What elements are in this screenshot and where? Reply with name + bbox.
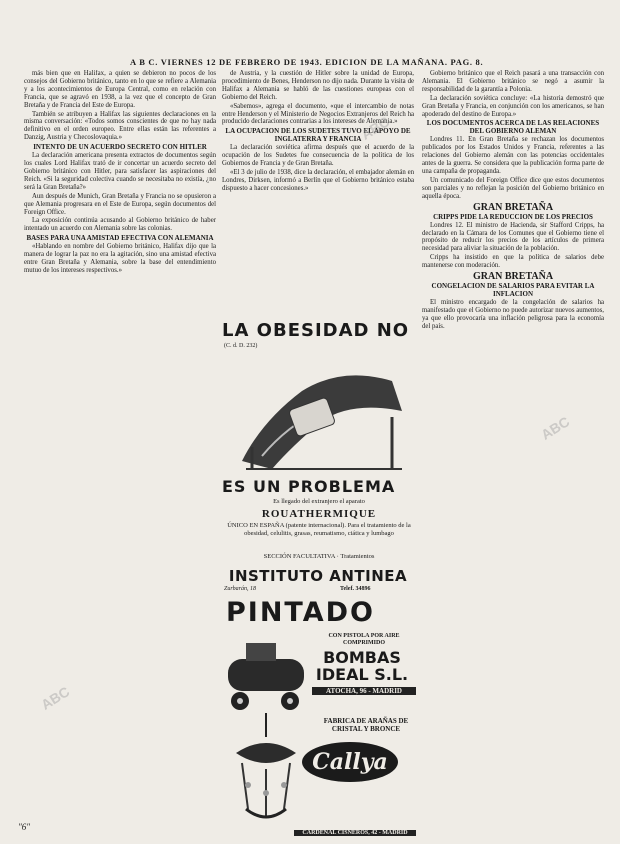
paragraph: Cripps ha insistido en que la política de salarios debe mantenerse con moderación. <box>422 254 604 270</box>
paragraph: La declaración soviética concluye: «La historia demostró que Gran Bretaña y Francia, en conjunción con los americanos, se han apoderado del destino de Europa.» <box>422 94 604 118</box>
paragraph: La exposición continúa acusando al Gobierno británico de haber intentado un acuerdo con Alemania sobre las colonias. <box>24 217 216 233</box>
paragraph: Aun después de Munich, Gran Bretaña y Francia no se opusieron a que Alemania progresara en el Este de Europa, según documentos del Foreign Office. <box>24 192 216 216</box>
ad-censorship-code: (C. d. D. 232) <box>224 343 258 349</box>
ad-bombas-name: BOMBAS IDEAL S.L. <box>315 648 409 684</box>
ad-subtitle: ES UN PROBLEMA <box>222 477 396 496</box>
compressor-illustration <box>224 633 308 713</box>
ad-pintado-title: PINTADO <box>226 597 376 628</box>
page-header: A B C. VIERNES 12 DE FEBRERO DE 1943. EDICION DE LA MAÑANA. PAG. 8. <box>130 57 484 67</box>
headline: BASES PARA UNA AMISTAD EFECTIVA CON ALEMANIA <box>26 234 214 243</box>
watermark-stamp: ABC <box>358 113 393 143</box>
ad-title: LA OBESIDAD NO <box>222 320 410 341</box>
advertisement <box>220 315 416 840</box>
middle-column-top <box>222 70 414 312</box>
paragraph: Gobierno británico que el Reich pasará a una transacción con Alemania. El Gobierno británico se negó a asumir la responsabilidad de la garantía a Polonia. <box>422 70 604 93</box>
paragraph: más bien que en Halifax, a quien se debieron no pocos de los consejos del Gobierno británico, tanto en lo que se refiere a Alemania y a los acontecimientos de Europa Central, como en relación con Francia, que se agravó en 1938, a la vez que el concepto de Gran Bretaña y de Francia del Este de Europa. <box>24 70 216 109</box>
section-title: GRAN BRETAÑA <box>472 271 554 283</box>
ad-fabrica-text: FABRICA DE ARAÑAS DE CRISTAL Y BRONCE <box>323 717 409 733</box>
headline: CONGELACION DE SALARIOS PARA EVITAR LA INFLACION <box>431 281 595 298</box>
chandelier-illustration <box>228 713 304 827</box>
ad-brand: ROUATHERMIQUE <box>261 508 377 520</box>
watermark-stamp: ABC <box>38 683 73 713</box>
ad-section: SECCIÓN FACULTATIVA · Tratamientos <box>263 553 375 560</box>
paragraph: La declaración soviética afirma después que el acuerdo de la ocupación de los Sudetes fue consecuencia de la política de los Gobiernos de Francia y de Gran Bretaña. <box>222 144 414 168</box>
ad-phone: Telef. 34896 <box>340 586 371 592</box>
paragraph: Londres 12. El ministro de Hacienda, sir Stafford Cripps, ha declarado en la Cámara de los Comunes que el Gobierno tiene el propósito de reducir los precios de los artículos de primera necesidad para aliviar la situación de la población. <box>422 221 604 253</box>
paragraph: de Austria, y la cuestión de Hitler sobre la unidad de Europa, procedimiento de Benes, Henderson no dijo nada. Durante la visita de Halifax a Alemania se habló de las cuestiones europeas con el Gobierno del Reich. <box>222 70 414 101</box>
paragraph: «Sabemos», agrega el documento, «que el intercambio de notas entre Henderson y el Ministerio de Negocios Extranjeros del Reich ha producido declaraciones contrarias a los intereses de Alemania.» <box>222 102 414 126</box>
paragraph: «El 3 de julio de 1938, dice la declaración, el embajador alemán en Londres, Dirksen, informó a Berlín que el Gobierno británico estaba dispuesto a hacer concesiones.» <box>222 169 414 192</box>
ad-cardenal-address: CARDENAL CISNEROS, 42 - MADRID <box>294 830 416 836</box>
left-column <box>24 70 216 840</box>
paragraph: El ministro encargado de la congelación de salarios ha manifestado que el Gobierno no puede autorizar nuevos aumentos, ya que ello provocaría una inflación peligrosa para la economía del país. <box>422 298 604 330</box>
ad-callya-logo: Callya S.L. <box>302 742 398 782</box>
ad-atocha-address: ATOCHA, 96 - MADRID <box>312 687 416 695</box>
page-mark: "6" <box>18 822 31 832</box>
paragraph: La declaración americana presenta extractos de documentos según los cuales Lord Halifax trató de ir concertar un acuerdo secreto del Gobierno británico con Hitler, para satisfacer las aspiraciones del Reich. «Si la seguridad colectiva cuando se necesitaba no existía, ¿no será la Gran Bretaña?» <box>24 152 216 191</box>
watermark-stamp: ABC <box>538 413 573 443</box>
headline: INTENTO DE UN ACUERDO SECRETO CON HITLER <box>33 143 207 152</box>
ad-description: ÚNICO EN ESPAÑA (patente internacional). Para el tratamiento de la obesidad, celulitis, grasas, reumatismo, ciática y lumbago <box>227 522 411 537</box>
massage-device-illustration <box>232 351 412 475</box>
paragraph: También se atribuyen a Halifax las siguientes declaraciones en la misma conversación: «Todos somos conscientes de que no hay nada definitivo en el orden europeo. Entre ellas están las referentes a Danzig, Austria y Checoslovaquia.» <box>24 110 216 142</box>
headline: LOS DOCUMENTOS ACERCA DE LAS RELACIONES DEL GOBIERNO ALEMAN <box>426 119 600 136</box>
headline: LA OCUPACION DE LOS SUDETES TUVO EL APOYO DE INGLATERRA Y FRANCIA <box>225 127 411 144</box>
ad-institute-name: INSTITUTO ANTINEA <box>228 567 408 585</box>
section-title: GRAN BRETAÑA <box>472 201 554 213</box>
paragraph: Londres 11. En Gran Bretaña se rechazan los documentos publicados por los Estados Unidos y Francia, referentes a las relaciones del Gobierno alemán con las potencias occidentales antes de la guerra. Se considera que la publicación forma parte de una campaña de propaganda. <box>422 136 604 176</box>
paragraph: «Hablando en nombre del Gobierno británico, Halifax dijo que la manera de lograr la paz no era la agitación, sino una amistad efectiva entre Gran Bretaña y Alemania, sobre la base del entendimiento mutuo de los intereses respectivos.» <box>24 243 216 274</box>
paragraph: Un comunicado del Foreign Office dice que estos documentos son parciales y no reflejan la posición del Gobierno británico en aquella época. <box>422 176 604 200</box>
ad-line: Es llegado del extranjero el aparato <box>273 498 365 505</box>
ad-address: Zurbarán, 18 <box>224 586 257 592</box>
headline: CRIPPS PIDE LA REDUCCION DE LOS PRECIOS <box>433 212 593 221</box>
ad-pistola-text: CON PISTOLA POR AIRE COMPRIMIDO <box>328 633 400 646</box>
right-column <box>422 70 604 840</box>
